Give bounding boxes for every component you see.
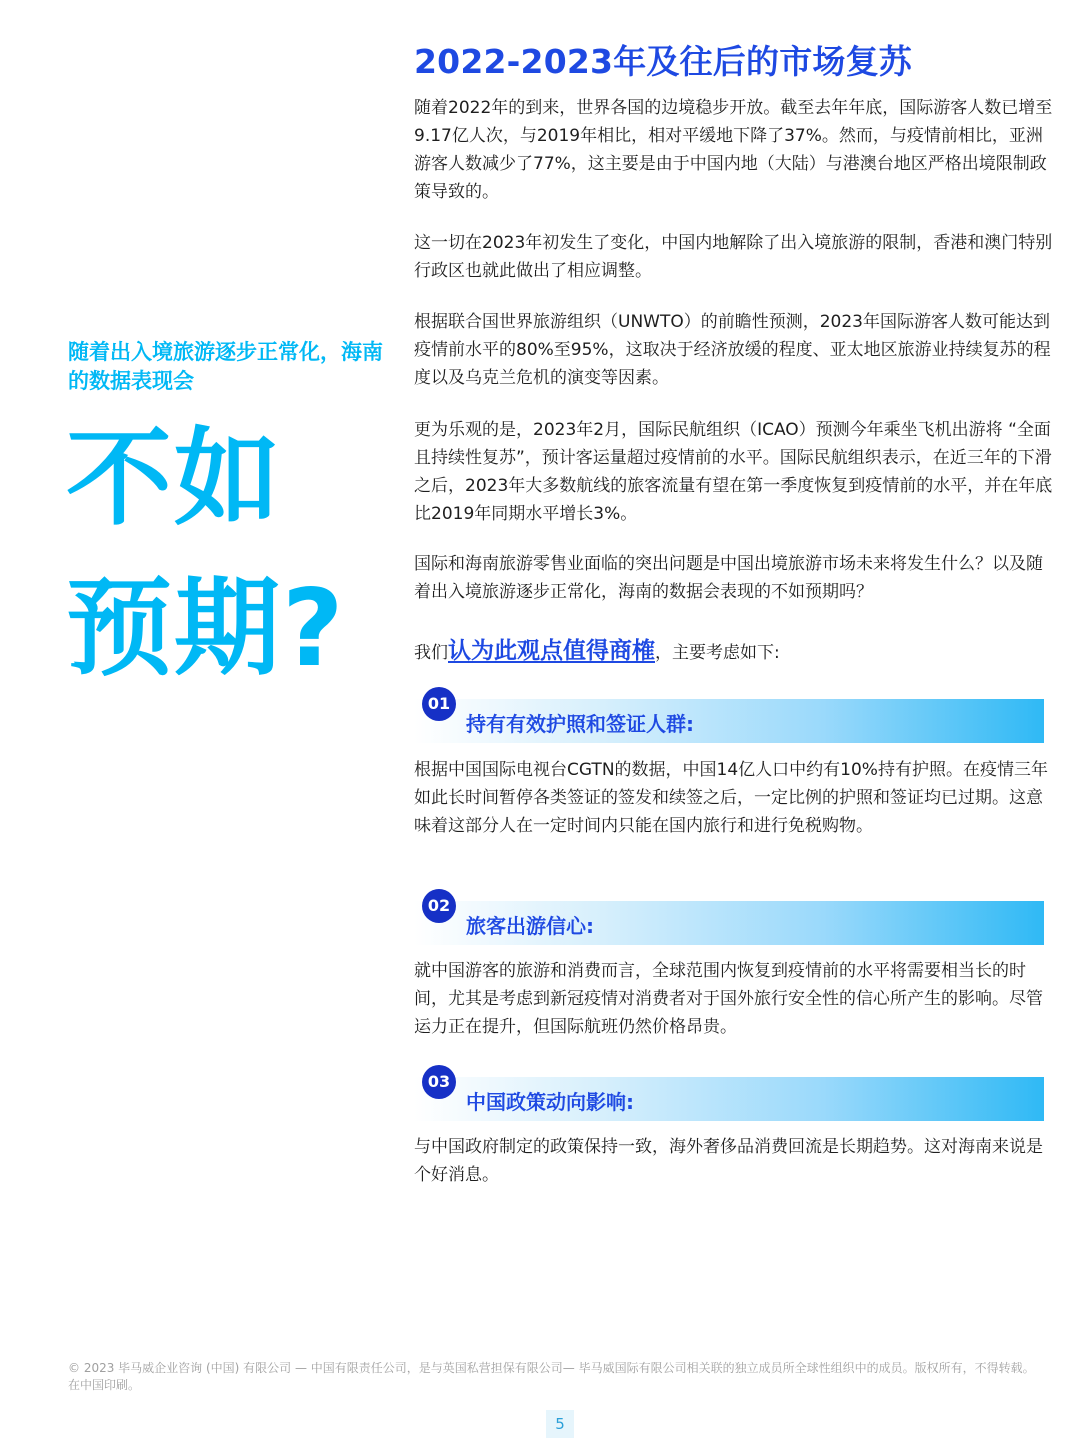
section-body-03: 与中国政府制定的政策保持一致，海外奢侈品消费回流是长期趋势。这对海南来说是个好消息。 <box>414 1137 1043 1185</box>
paragraph-4: 更为乐观的是，2023年2月，国际民航组织（ICAO）预测今年乘坐飞机出游将 “全面且持续性复苏”，预计客运量超过疫情前的水平。国际民航组织表示，在近三年的下滑之后，2023年大多数航线的旅客流量有望在第一季度恢复到疫情前的水平，并在年底比2019年同期水平增长3%。 <box>414 420 1053 524</box>
section-header-01 <box>414 694 1044 743</box>
left-headline <box>66 404 396 704</box>
section-number-badge: 01 <box>422 687 456 721</box>
paragraph-1: 随着2022年的到来，世界各国的边境稳步开放。截至去年年底，国际游客人数已增至9.17亿人次，与2019年相比，相对平缓地下降了37%。然而，与疫情前相比，亚洲游客人数减少了77%，这主要是由于中国内地（大陆）与港澳台地区严格出境限制政策导致的。 <box>414 98 1053 202</box>
section-body-02: 就中国游客的旅游和消费而言，全球范围内恢复到疫情前的水平将需要相当长的时间，尤其是考虑到新冠疫情对消费者对于国外旅行安全性的信心所产生的影响。尽管运力正在提升，但国际航班仍然价格昂贵。 <box>414 961 1043 1037</box>
paragraph-3: 根据联合国世界旅游组织（UNWTO）的前瞻性预测，2023年国际游客人数可能达到疫情前水平的80%至95%，这取决于经济放缓的程度、亚太地区旅游业持续复苏的程度以及乌克兰危机的演变等因素。 <box>414 312 1051 388</box>
section-title: 持有有效护照和签证人群: <box>466 712 694 736</box>
section-body-01: 根据中国国际电视台CGTN的数据，中国14亿人口中约有10%持有护照。在疫情三年如此长时间暂停各类签证的签发和续签之后，一定比例的护照和签证均已过期。这意味着这部分人在一定时间内只能在国内旅行和进行免税购物。 <box>414 760 1048 836</box>
section-header-02 <box>414 896 1044 945</box>
paragraph-2: 这一切在2023年初发生了变化，中国内地解除了出入境旅游的限制，香港和澳门特别行政区也就此做出了相应调整。 <box>414 233 1053 281</box>
lead-sentence <box>414 635 1054 669</box>
lead-suffix: ，主要考虑如下: <box>655 643 780 663</box>
left-subtitle: 随着出入境旅游逐步正常化，海南的数据表现会 <box>68 340 383 393</box>
section-title: 中国政策动向影响: <box>466 1090 634 1114</box>
headline-line-2: 预期? <box>66 567 346 690</box>
section-title: 旅客出游信心: <box>466 914 594 938</box>
section-number-badge: 03 <box>422 1065 456 1099</box>
lead-prefix: 我们 <box>414 643 448 663</box>
paragraph-5: 国际和海南旅游零售业面临的突出问题是中国出境旅游市场未来将发生什么？以及随着出入境旅游逐步正常化，海南的数据会表现的不如预期吗？ <box>414 554 1043 602</box>
page-number: 5 <box>546 1410 574 1438</box>
section-header-03 <box>414 1072 1044 1121</box>
debate-link[interactable]: 认为此观点值得商榷 <box>448 638 655 664</box>
footer-copyright: © 2023 毕马威企业咨询 (中国) 有限公司 — 中国有限责任公司，是与英国私营担保有限公司— 毕马威国际有限公司相关联的独立成员所全球性组织中的成员。版权所有，不得转载。在中国印刷。 <box>68 1361 1035 1392</box>
page-title: 2022-2023年及往后的市场复苏 <box>414 42 912 81</box>
headline-line-1: 不如 <box>66 417 282 540</box>
section-number-badge: 02 <box>422 889 456 923</box>
